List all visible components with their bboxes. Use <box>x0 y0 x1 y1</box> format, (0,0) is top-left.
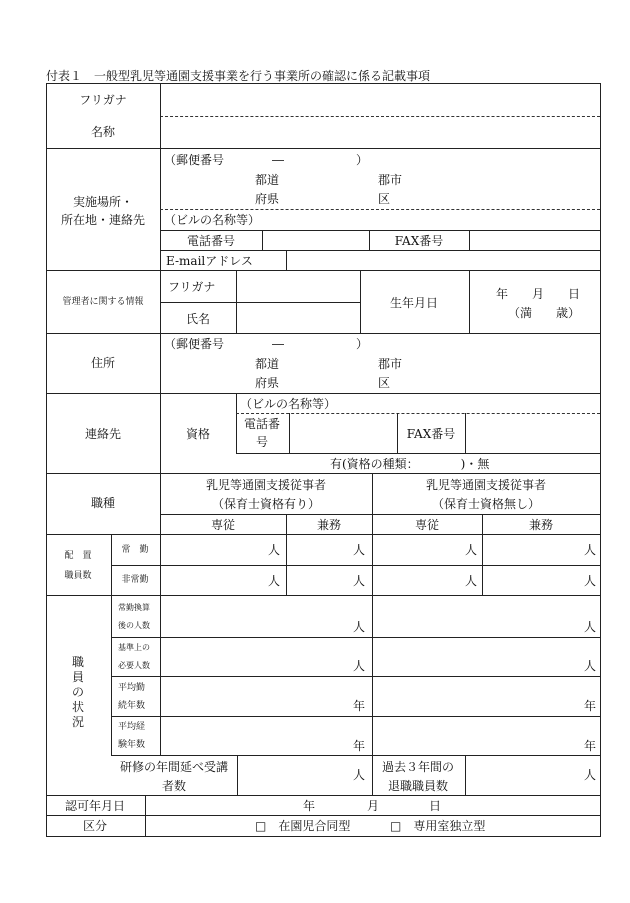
avg-exp-label-b: 験年数 <box>118 740 146 750</box>
location-ku: 区 <box>378 192 391 206</box>
avg-service-label-a: 平均勤 <box>118 683 146 693</box>
occupation-col1-a: 乳児等通園支援従事者 <box>205 478 327 492</box>
address-ku: 区 <box>378 376 391 390</box>
occupation-parttime-2: 兼務 <box>528 518 554 532</box>
occupation-fulltime-2: 専従 <box>414 518 440 532</box>
category-label: 区分 <box>82 819 108 833</box>
name-input[interactable] <box>164 119 596 146</box>
approval-label: 認可年月日 <box>64 799 126 813</box>
contact-fax-input[interactable] <box>467 415 598 452</box>
unit-person: 人 <box>268 574 281 588</box>
location-postal: （郵便番号 ― ） <box>164 153 369 167</box>
training-label-b: 者数 <box>161 779 187 793</box>
unit-year: 年 <box>353 699 366 713</box>
address-gunshi: 郡市 <box>378 357 403 371</box>
contact-phone-label-b: 号 <box>255 435 269 449</box>
unit-person: 人 <box>584 620 597 634</box>
occupation-label: 職種 <box>90 496 116 510</box>
std-label-b: 必要人数 <box>118 661 150 670</box>
manager-furigana-label: フリガナ <box>168 280 216 294</box>
unit-person: 人 <box>353 768 366 782</box>
address-todo: 都道 <box>255 357 280 371</box>
location-todo: 都道 <box>255 173 280 187</box>
staff-status-label: 職員の状況 <box>71 655 84 729</box>
location-fax-input[interactable] <box>471 232 598 249</box>
manager-name-input[interactable] <box>238 304 358 331</box>
avg-exp-label-a: 平均経 <box>118 722 146 732</box>
manager-birth-label: 生年月日 <box>389 296 439 310</box>
std-label-a: 基準上の <box>118 643 150 652</box>
location-fax-label: FAX番号 <box>394 234 444 248</box>
staff-regular-label: 常 勤 <box>121 545 149 555</box>
occupation-fulltime-1: 専従 <box>210 518 236 532</box>
category-option-joint[interactable]: □ 在園児合同型 <box>255 819 351 833</box>
approval-year: 年 <box>303 799 316 813</box>
unit-person: 人 <box>584 659 597 673</box>
furigana-label: フリガナ <box>79 93 127 107</box>
unit-year: 年 <box>353 739 366 753</box>
furigana-input[interactable] <box>164 86 596 114</box>
name-label: 名称 <box>90 125 116 139</box>
unit-person: 人 <box>353 659 366 673</box>
unit-year: 年 <box>584 699 597 713</box>
fte-label-a: 常勤換算 <box>118 603 150 612</box>
location-building: （ビルの名称等） <box>164 213 261 227</box>
approval-month: 月 <box>367 799 380 813</box>
occupation-col2-b: （保育士資格無し） <box>431 497 541 511</box>
unit-year: 年 <box>584 739 597 753</box>
occupation-col1-b: （保育士資格有り） <box>211 497 321 511</box>
unit-person: 人 <box>353 620 366 634</box>
location-phone-label: 電話番号 <box>186 234 236 248</box>
manager-age: （満 歳） <box>508 306 581 320</box>
unit-person: 人 <box>268 543 281 557</box>
unit-person: 人 <box>353 543 366 557</box>
address-postal: （郵便番号 ― ） <box>164 337 369 351</box>
contact-fax-label: FAX番号 <box>406 427 456 441</box>
contact-phone-input[interactable] <box>291 415 395 452</box>
approval-day: 日 <box>429 799 442 813</box>
location-fuken: 府県 <box>255 192 280 206</box>
unit-person: 人 <box>465 574 478 588</box>
location-label-2: 所在地・連絡先 <box>60 213 146 227</box>
contact-qualification-label: 資格 <box>185 427 211 441</box>
location-email-input[interactable] <box>288 252 598 269</box>
occupation-col2-a: 乳児等通園支援従事者 <box>425 478 547 492</box>
form-title: 付表１ 一般型乳児等通園支援事業を行う事業所の確認に係る記載事項 <box>46 69 431 83</box>
unit-person: 人 <box>353 574 366 588</box>
retired-label-b: 退職職員数 <box>387 779 449 793</box>
manager-birth-ymd: 年 月 日 <box>496 287 581 301</box>
staff-count-label-a: 配 置 <box>64 551 92 561</box>
manager-name-label: 氏名 <box>185 312 211 326</box>
location-label-1: 実施場所・ <box>72 195 134 209</box>
address-fuken: 府県 <box>255 376 280 390</box>
category-option-independent[interactable]: □ 専用室独立型 <box>390 819 486 833</box>
manager-label: 管理者に関する情報 <box>62 297 144 307</box>
avg-service-label-b: 続年数 <box>118 701 146 711</box>
contact-qual-line: 有(資格の種類： )・無 <box>330 457 490 471</box>
location-email-label: E-mailアドレス <box>166 254 253 268</box>
retired-label-a: 過去３年間の <box>381 760 455 774</box>
location-gunshi: 郡市 <box>378 173 403 187</box>
unit-person: 人 <box>584 543 597 557</box>
contact-label: 連絡先 <box>84 427 122 441</box>
contact-building: （ビルの名称等） <box>240 397 337 411</box>
location-phone-input[interactable] <box>264 232 367 249</box>
fte-label-b: 後の人数 <box>118 621 150 630</box>
unit-person: 人 <box>584 768 597 782</box>
unit-person: 人 <box>465 543 478 557</box>
training-label-a: 研修の年間延べ受講 <box>119 760 229 774</box>
manager-furigana-input[interactable] <box>238 272 358 300</box>
staff-count-label-b: 職員数 <box>64 571 92 581</box>
unit-person: 人 <box>584 574 597 588</box>
address-label: 住所 <box>90 356 116 370</box>
contact-phone-label-a: 電話番 <box>243 417 281 431</box>
occupation-parttime-1: 兼務 <box>316 518 342 532</box>
staff-nonregular-label: 非常勤 <box>121 575 149 585</box>
